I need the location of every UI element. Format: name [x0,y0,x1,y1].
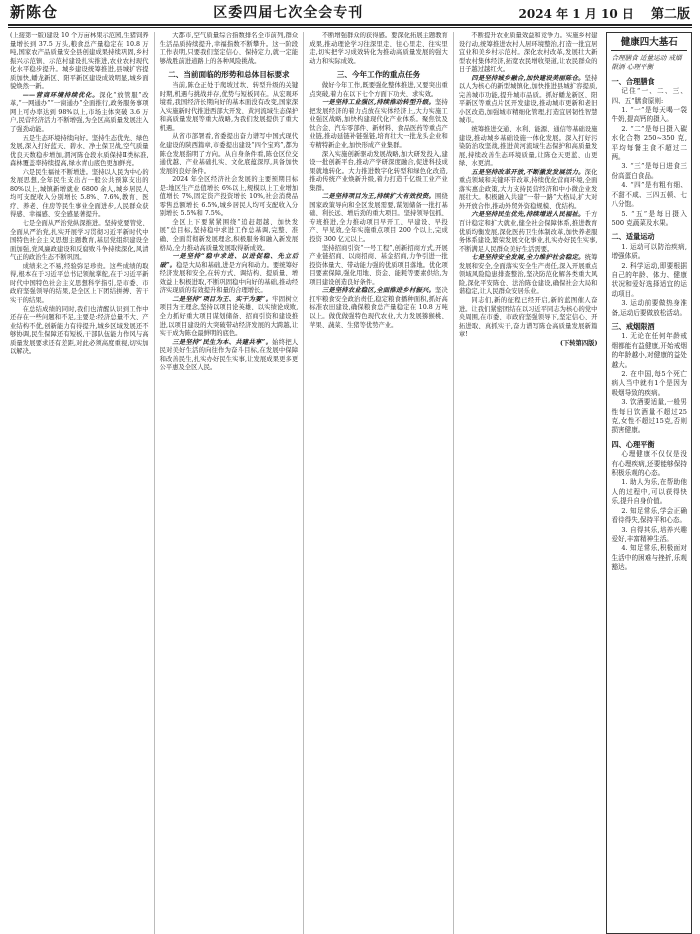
health-sidebar [606,32,692,934]
paragraph-lead: 一是坚持工业强区,持续推动转型升级。 [321,99,436,107]
paragraph-lead: 七是坚持安全发展,全力维护社会稳定。 [471,254,585,262]
masthead-divider [8,27,692,28]
sidebar-paragraph: 3. “三”是每日进食三份高蛋白食品。 [611,162,687,180]
paragraph-lead: 二是坚持“项目为王、实干为要”。 [172,295,273,303]
paragraph-lead: 二是坚持项目为王,持续扩大有效投资。 [321,193,436,201]
paragraph-text: 深化“放管服”改革,“一网通办”“一窗通办”全面推行,政务服务事项网上可办率达到 98%以上,市场主体突破 3.6 万户,民营经济活力不断增强,为全区高质量发展注入了强劲动能。 [10,91,149,134]
sidebar-paragraph: 2. 在中国,每5个死亡病人当中就有1个是因为吸烟导致的疾病。 [611,370,687,397]
article-columns [8,32,602,934]
paragraph-text: 坚决扛牢粮食安全政治责任,稳定粮食播种面积,抓好高标准农田建设,确保粮食总产量稳定在 10.8 万吨以上。做优做强特色现代农业,大力发展猕猴桃、苹果、蔬菜、生猪等优势产业。 [309,287,448,329]
paragraph: 同志们,新的征程已经开启,新的蓝图催人奋进。让我们紧密团结在以习近平同志为核心的党中央周围,在市委、市政府坚强领导下,坚定信心、开拓进取、真抓实干,奋力谱写陈仓高质量发展新篇章! [458,296,598,339]
paragraph: 2024 年全区经济社会发展的主要预期目标是:地区生产总值增长 6%以上,规模以上工业增加值增长 7%,固定资产投资增长 10%,社会消费品零售总额增长 6.5%,城乡居民人均可支配收入分别增长 5.5%和 7.5%。 [159,176,299,218]
paragraph-lead: 三是坚持“民生为本、共建共享”。 [172,338,273,346]
paragraph: 在总结成绩的同时,我们也清醒认识到工作中还存在一些问题和不足,主要是:经济总量不大、产业结构不优,创新能力有待提升,城乡区域发展还不够协调,民生保障还有短板,干部队伍能力作风与高质量发展要求还有差距,对此必须高度重视,切实加以解决。 [10,305,149,356]
sidebar-paragraph: 心理健康不仅仅是没有心理疾病,还要能够保持积极乐观的心态。 [611,450,687,478]
paragraph-text: 稳是大局和基础,进是方向和动力。要统筹好经济发展和安全,在转方式、调结构、提质量、增效益上积极进取,不断巩固稳中向好的基础,推动经济实现质的有效提升和量的合理增长。 [159,261,299,295]
page-body [8,32,692,934]
sidebar-paragraph: 4. 知足常乐,积极面对生活中的困难与挫折,乐观豁达。 [611,544,687,572]
paragraph: 不断增强群众的获得感。要深化拓展主题教育成果,推动理论学习往深里走、往心里走、往实里走,切实把学习成效转化为推动高质量发展的强大动力和实际成效。 [309,32,448,65]
paragraph: 七是全面从严治党纵深推进。坚持党要管党、全面从严治党,扎实开展学习贯彻习近平新时代中国特色社会主义思想主题教育,基层党组织建设全面加强,党风廉政建设和反腐败斗争持续深化,风清气正的政治生态不断巩固。 [10,220,149,262]
paragraph [459,75,598,126]
section-heading: 三、今年工作的重点任务 [336,70,421,80]
sidebar-paragraph: 2. “二”是每日摄入碳水化合物 250~350 克,平均每餐主食不超过二两。 [611,124,687,162]
paragraph-lead: 六是坚持民生优先,持续增进人民福祉。 [471,211,585,219]
article-column [304,32,454,934]
sidebar-paragraph: 3. 运动前要做热身准备,运动后要做放松活动。 [611,299,687,317]
page-number: 第二版 [650,7,690,22]
continued-note: (下转第四版) [559,339,598,347]
paragraph [10,92,149,135]
publication-name: 新陈仓 [10,3,59,21]
article-column [8,32,155,934]
section-heading: 二、当前面临的形势和总体目标要求 [168,70,290,80]
sidebar-section-heading: 四、心理平衡 [611,439,655,449]
paragraph: 大都市,空气质量综合指数排名全市前列,群众生活品质持续提升,幸福指数不断攀升。这一阶段工作表明,只要我们坚定信心、保持定力,就一定能够战胜前进道路上的各种风险挑战。 [159,32,299,65]
sidebar-title: 健康四大基石 [611,36,687,51]
article-column [454,32,603,934]
paragraph [160,339,299,373]
sidebar-paragraph: 1. 无论在任何年龄戒烟都能有益健康,开始戒烟的年龄越小,对健康的益处越大。 [611,332,687,369]
sidebar-intro: 合理膳食 适量运动 戒烟限酒 心理平衡 [611,54,682,72]
issue-date: 2024 年 1 月 10 日 [518,7,634,21]
paragraph-text: 坚持把发展经济的着力点放在实体经济上,大力实施工业强区战略,加快构建现代化产业体系。聚焦钛及钛合金、汽车零部件、新材料、食品医药等重点产业链,推动延链补链强链,培育壮大一批龙头企业和专精特新企业,加快形成产业集群。 [309,99,448,150]
paragraph: 成绩来之不易,经验弥足珍贵。这些成绩的取得,根本在于习近平总书记领航掌舵,在于习近平新时代中国特色社会主义思想科学指引,是市委、市政府坚强领导的结果,是全区上下团结拼搏、苦干实干的结果。 [10,262,149,304]
sidebar-paragraph: 1. “一”是每天喝一袋牛奶,提高钙的摄入。 [611,106,687,124]
sidebar-paragraph: 1. 运动可以防治疾病,增强体质。 [611,242,687,261]
paragraph-lead: 一是坚持“稳中求进、以进促稳、先立后破”。 [159,253,299,269]
sidebar-sections [611,77,687,573]
paragraph-text: 深化重点领域和关键环节改革,持续优化营商环境,全面落实惠企政策,大力支持民营经济和中小微企业发展壮大。积极融入共建“一带一路”大格局,扩大对外开放合作,推动外贸外资稳规模、优结构。 [458,168,598,210]
paragraph: (上接第一版)建设 10 个万亩林果示范园,生猪饲养量增长到 37.5 万头,粮食总产量稳定在 10.8 万吨,国家农产品质量安全县创建成果持续巩固,乡村振兴示范镇、示范村建设扎实推进,农业农村现代化水平稳步提升。城乡建设统筹推进,县城扩容提质加快,蟠龙新区、阳平新区建设成效明显,城乡面貌焕然一新。 [10,32,149,91]
sidebar-paragraph: 记住“一、二、三、四、五”膳食原则: [611,87,687,105]
paragraph [459,254,598,297]
paragraph-lead: 四是坚持城乡融合,加快建设美丽陈仓。 [471,74,585,82]
sidebar-section-heading: 三、戒烟限酒 [611,321,655,331]
sidebar-paragraph: 3. 自得其乐,培养兴趣爱好,丰富精神生活。 [611,525,687,543]
paragraph-lead: ——营商环境持续优化。 [22,91,100,99]
paragraph [309,99,448,150]
paragraph [309,287,448,330]
sidebar-section-heading: 二、适量运动 [611,232,655,242]
paragraph [160,253,299,296]
sidebar-paragraph: 2. 科学运动,即要根据自己的年龄、体力、健康状况和爱好选择适宜的运动项目。 [611,261,687,298]
sidebar-section-heading: 一、合理膳食 [611,76,655,86]
sidebar-paragraph: 4. “四”是有粗有细、不甜不咸、三四五顿、七八分饱。 [611,181,687,209]
edition-title: 区委四届七次全会专刊 [213,5,364,21]
paragraph: 六是民生福祉不断增进。坚持以人民为中心的发展思想,全年民生支出占一般公共预算支出的 80%以上,城镇新增就业 6800 余人,城乡居民人均可支配收入分别增长 5.8%、7.6%,教育、医疗、养老、住房等民生事业全面进步,人民群众获得感、幸福感、安全感显著提升。 [10,168,149,219]
paragraph-text: 牢固树立项目为王理念,坚持以项目论英雄、以实绩论成败,全力抓好重大项目谋划储备、招商引资和建设推进,以项目建设的大突破带动经济发展的大跨越,让实干成为陈仓最鲜明的底色。 [159,295,299,338]
paragraph [309,193,448,244]
article-column [155,32,305,934]
paragraph: 从省市部署看,省委提出奋力谱写中国式现代化建设的陕西篇章,市委提出建设“四个宝鸡”,都为陈仓发展指明了方向。从自身条件看,陈仓区位交通优越、产业基础扎实、文化底蕴深厚,具备加快发展的良好条件。 [159,133,299,175]
sidebar-paragraph: 2. 知足常乐,学会正确看待得失,保持平和心态。 [611,506,687,525]
paragraph: 深入实施创新驱动发展战略,加大研发投入,建设一批创新平台,推动产学研深度融合,促进科技成果就地转化。大力推进数字化转型和绿色化改造,推动传统产业焕新升级,着力打造千亿级工业产业集群。 [309,150,448,192]
paragraph-text: 坚持以人为核心的新型城镇化,加快推进县城扩容提质,完善城市功能,提升城市品质。抓好蟠龙新区、阳平新区等重点片区开发建设,推动城市更新和老旧小区改造,加强城市精细化管理,打造宜居韧性智慧城市。 [458,74,598,125]
paragraph: 不断提升农业质量效益和竞争力。实施乡村建设行动,统筹推进农村人居环境整治,打造一批宜居宜业和美乡村示范村。深化农村改革,发展壮大新型农村集体经济,拓宽农民增收渠道,让农民群众的日子越过越红火。 [458,32,598,74]
paragraph: 统筹推进交通、水利、能源、通信等基础设施建设,推动城乡基础设施一体化发展。深入打好污染防治攻坚战,推进黄河流域生态保护和高质量发展,持续改善生态环境质量,让陈仓天更蓝、山更绿、水更清。 [458,126,598,168]
paragraph [160,296,299,339]
paragraph: 当前,陈仓正处于爬坡过坎、转型升级的关键时期,机遇与挑战并存,优势与短板同在。从宏观环境看,我国经济长期向好的基本面没有改变,国家深入实施新时代推进西部大开发、黄河流域生态保护和高质量发展等重大战略,为我们发展提供了重大机遇。 [159,82,299,132]
sidebar-paragraph: 1. 助人为乐,在帮助他人的过程中,可以获得快乐,提升自身价值。 [611,478,687,506]
masthead [8,4,692,26]
paragraph-text: 统筹发展和安全,全面落实安全生产责任,深入开展重点领域风险隐患排查整治,坚决防范化解各类重大风险,深化平安陈仓、法治陈仓建设,确保社会大局和谐稳定,让人民群众安居乐业。 [458,254,598,296]
sidebar-paragraph: 3. 饮酒要适量,一般男性每日饮酒量不超过25克,女性不超过15克,否则损害健康。 [611,398,687,435]
paragraph-lead: 五是坚持改革开放,不断激发发展活力。 [471,168,585,176]
paragraph: 五是生态环境持续向好。坚持生态优先、绿色发展,深入打好蓝天、碧水、净土保卫战,空气质量优良天数稳步增加,渭河陈仓段水质保持Ⅱ类标准,森林覆盖率持续提高,绿水青山底色更加鲜亮。 [10,134,149,168]
paragraph [459,211,598,254]
paragraph [459,169,598,212]
paragraph: 坚持招商引资“一号工程”,创新招商方式,开展产业链招商、以商招商、基金招商,力争引进一批投资体量大、带动能力强的优质项目落地。优化项目要素保障,强化用地、资金、能耗等要素供给,为项目建设创造良好条件。 [309,244,448,286]
paragraph: 全区上下要紧紧围绕“追赶超越、加快发展”总目标,坚持稳中求进工作总基调,完整、准确、全面贯彻新发展理念,积极服务和融入新发展格局,全力推动高质量发展取得新成效。 [159,218,299,252]
paragraph-text: 始终把人民对美好生活的向往作为奋斗目标,在发展中保障和改善民生,扎实办好民生实事,让发展成果更多更公平惠及全区人民。 [159,338,299,372]
paragraph-text: 千方百计稳定和扩大就业,健全社会保障体系,推进教育优质均衡发展,深化医药卫生体制改革,加快养老服务体系建设,繁荣发展文化事业,扎实办好民生实事,不断满足人民群众美好生活需要。 [458,211,598,253]
paragraph-text: 围绕国家政策导向和全区发展需要,谋划储备一批打基础、利长远、增后劲的重大项目。坚持领导包抓、专班推进,全力推动项目早开工、早建设、早投产、早见效,全年实施重点项目 200 个以上,完成投资 300 亿元以上。 [309,193,448,244]
paragraph: 做好今年工作,既要强化整体推进,又要突出重点突破,着力在以下七个方面下功夫、求实效。 [309,82,448,98]
sidebar-paragraph: 5. “五”是每日摄入 500 克蔬菜及水果。 [611,209,687,227]
paragraph-lead: 三是坚持农业稳区,全面推进乡村振兴。 [321,287,436,295]
